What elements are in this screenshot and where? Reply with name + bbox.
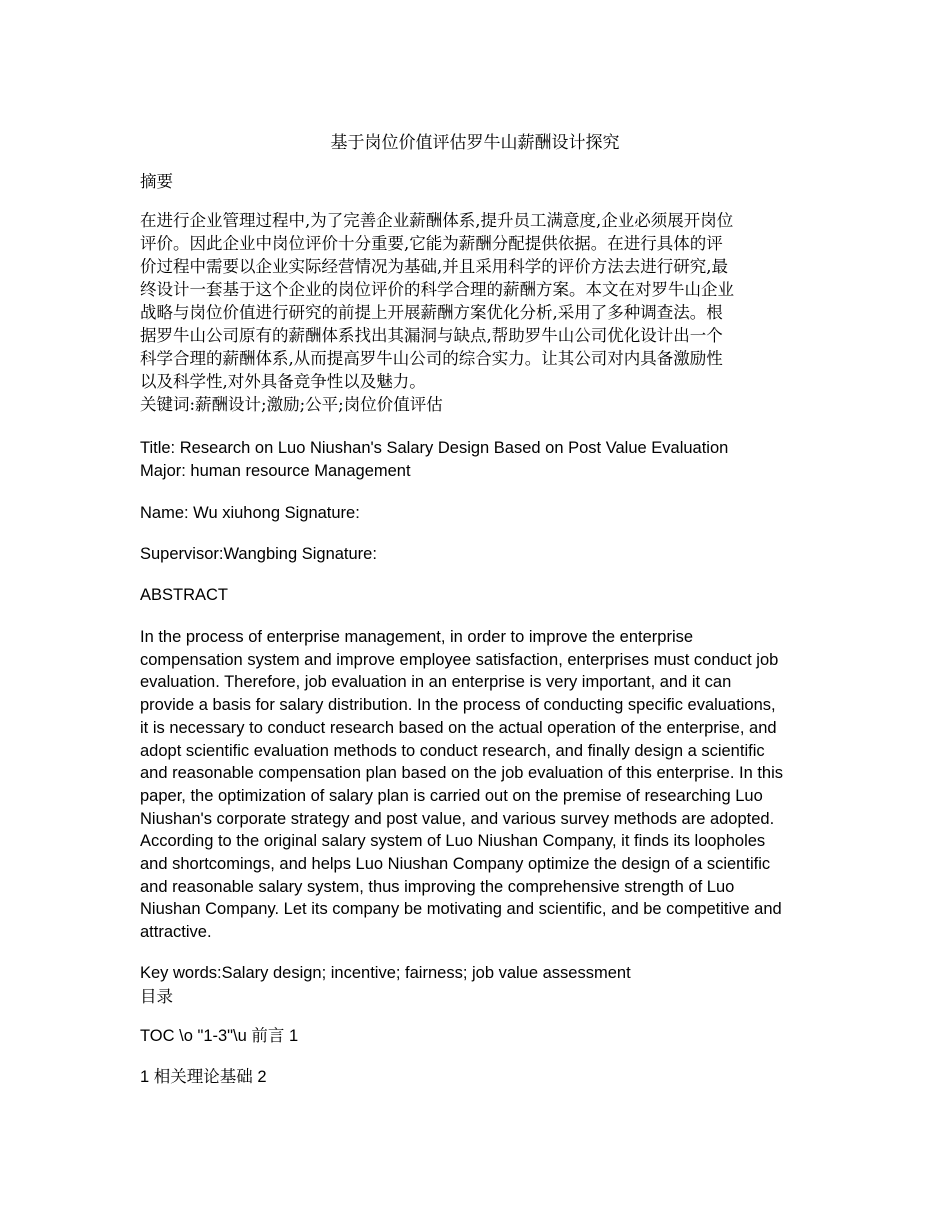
abstract-en-line: provide a basis for salary distribution. In the process of conducting specific evaluations, (140, 696, 776, 715)
abstract-en-line: and reasonable compensation plan based on the job evaluation of this enterprise. In this (140, 764, 784, 783)
keywords-zh: 关键词:薪酬设计;激励;公平;岗位价值评估 (140, 395, 443, 414)
abstract-zh-line: 评价。因此企业中岗位评价十分重要,它能为薪酬分配提供依据。在进行具体的评 (140, 234, 723, 253)
student-name-signature: Name: Wu xiuhong Signature: (140, 504, 360, 522)
abstract-heading-zh: 摘要 (140, 172, 173, 191)
abstract-en-line: paper, the optimization of salary plan is carried out on the premise of researching Luo (140, 786, 763, 805)
toc-heading: 目录 (140, 987, 173, 1006)
abstract-en-line: compensation system and improve employee satisfaction, enterprises must conduct job (140, 650, 779, 669)
abstract-zh-line: 在进行企业管理过程中,为了完善企业薪酬体系,提升员工满意度,企业必须展开岗位 (140, 211, 734, 230)
abstract-zh-line: 以及科学性,对外具备竞争性以及魅力。 (140, 372, 426, 391)
abstract-en-line: it is necessary to conduct research based on the actual operation of the enterprise, and (140, 718, 777, 737)
abstract-en-line: and shortcomings, and helps Luo Niushan Company optimize the design of a scientific (140, 855, 771, 874)
abstract-zh-paragraph (140, 209, 734, 416)
abstract-heading-en: ABSTRACT (140, 586, 229, 604)
abstract-zh-line: 科学合理的薪酬体系,从而提高罗牛山公司的综合实力。让其公司对内具备激励性 (140, 349, 723, 368)
abstract-en-line: Niushan's corporate strategy and post value, and various survey methods are adopted. (140, 809, 775, 828)
keywords-en: Key words:Salary design; incentive; fairness; job value assessment (140, 964, 631, 982)
english-title: Title: Research on Luo Niushan's Salary Design Based on Post Value Evaluation (140, 439, 729, 457)
abstract-en-line: According to the original salary system of Luo Niushan Company, it finds its loopholes (140, 832, 766, 851)
abstract-zh-line: 据罗牛山公司原有的薪酬体系找出其漏洞与缺点,帮助罗牛山公司优化设计出一个 (140, 326, 723, 345)
abstract-en-paragraph (140, 626, 783, 944)
major: Major: human resource Management (140, 462, 411, 480)
abstract-en-line: adopt scientific evaluation methods to conduct research, and finally design a scientific (140, 741, 765, 760)
abstract-en-line: evaluation. Therefore, job evaluation in an enterprise is very important, and it can (140, 673, 732, 692)
abstract-en-line: attractive. (140, 923, 212, 942)
toc-entry: 1 相关理论基础 2 (140, 1068, 267, 1086)
abstract-zh-line: 终设计一套基于这个企业的岗位评价的科学合理的薪酬方案。本文在对罗牛山企业 (140, 280, 734, 299)
abstract-en-line: and reasonable salary system, thus improving the comprehensive strength of Luo (140, 877, 735, 896)
document-title: 基于岗位价值评估罗牛山薪酬设计探究 (330, 133, 620, 153)
supervisor-signature: Supervisor:Wangbing Signature: (140, 545, 377, 563)
abstract-en-line: In the process of enterprise management, in order to improve the enterprise (140, 628, 694, 646)
abstract-en-line: Niushan Company. Let its company be motivating and scientific, and be competitive and (140, 900, 782, 919)
abstract-zh-line: 价过程中需要以企业实际经营情况为基础,并且采用科学的评价方法去进行研究,最 (140, 257, 728, 276)
abstract-zh-line: 战略与岗位价值进行研究的前提上开展薪酬方案优化分析,采用了多种调查法。根 (140, 303, 723, 322)
toc-field-entry: TOC \o "1-3"\u 前言 1 (140, 1027, 299, 1045)
